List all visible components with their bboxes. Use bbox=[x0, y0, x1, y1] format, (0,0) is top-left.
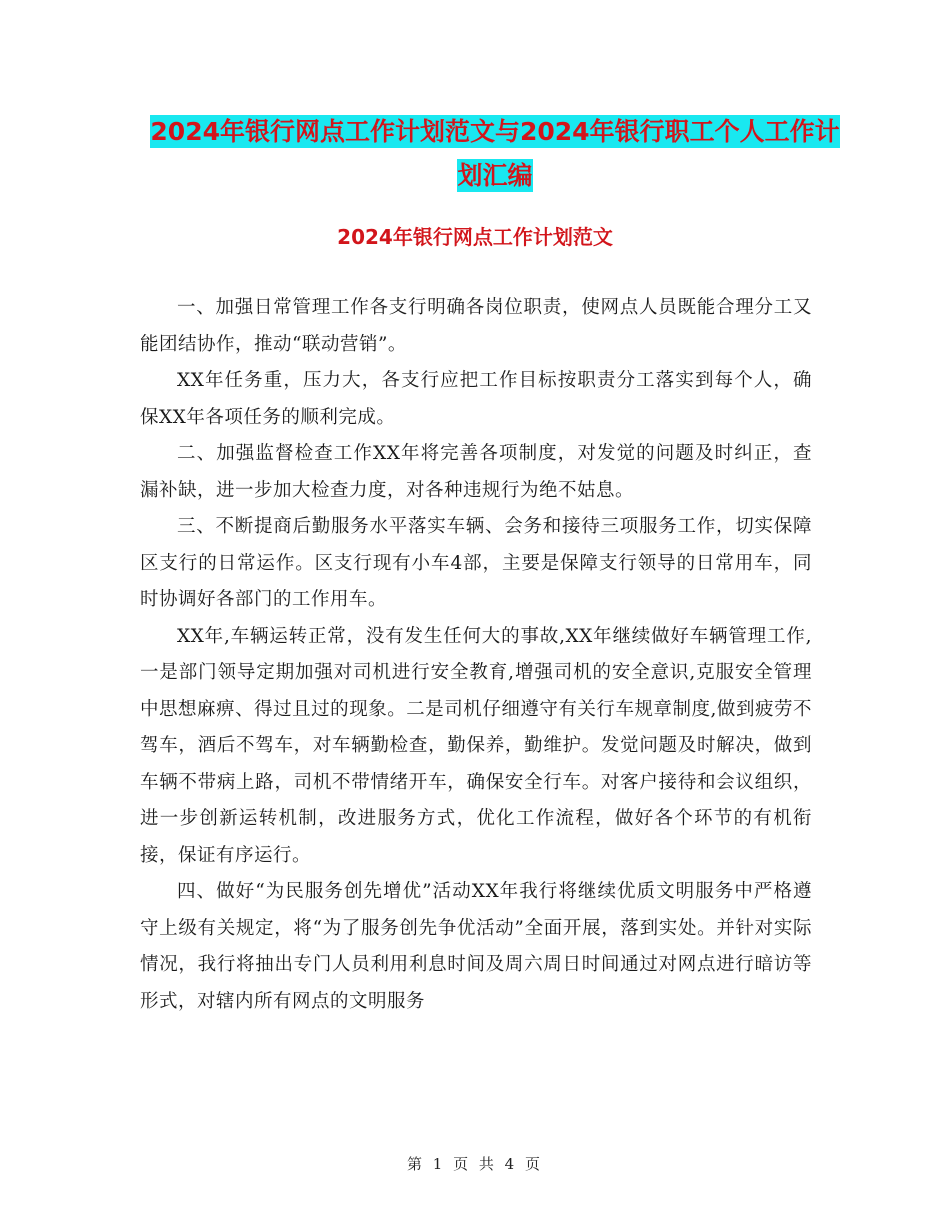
paragraph: 二、加强监督检查工作XX年将完善各项制度，对发觉的问题及时纠正，查漏补缺，进一步加大检查力度，对各种违规行为绝不姑息。 bbox=[140, 443, 812, 501]
document-body bbox=[140, 290, 812, 1020]
paragraph: 三、不断提商后勤服务水平落实车辆、会务和接待三项服务工作，切实保障区支行的日常运作。区支行现有小车4部，主要是保障支行领导的日常用车，同时协调好各部门的工作用车。 bbox=[140, 516, 812, 610]
paragraph: XX年任务重，压力大，各支行应把工作目标按职责分工落实到每个人，确保XX年各项任务的顺利完成。 bbox=[140, 370, 812, 428]
document-title-text: 2024年银行网点工作计划范文与2024年银行职工个人工作计划汇编 bbox=[150, 117, 840, 190]
paragraph: 一、加强日常管理工作各支行明确各岗位职责，使网点人员既能合理分工又能团结协作，推动“联动营销”。 bbox=[140, 297, 812, 355]
paragraph: 四、做好“为民服务创先增优”活动XX年我行将继续优质文明服务中严格遵守上级有关规定，将“为了服务创先争优活动”全面开展，落到实处。并针对实际情况，我行将抽出专门人员利用利息时间及周六周日时间通过对网点进行暗访等形式，对辖内所有网点的文明服务 bbox=[140, 881, 812, 1012]
page-number-footer: 第 1 页 共 4 页 bbox=[407, 1155, 543, 1173]
paragraph: XX年,车辆运转正常，没有发生任何大的事故,XX年继续做好车辆管理工作,一是部门领导定期加强对司机进行安全教育,增强司机的安全意识,克服安全管理中思想麻痹、得过且过的现象。二是司机仔细遵守有关行车规章制度,做到疲劳不驾车，酒后不驾车，对车辆勤检查，勤保养，勤维护。发觉问题及时解决，做到车辆不带病上路，司机不带情绪开车，确保安全行车。对客户接待和会议组织，进一步创新运转机制，改进服务方式，优化工作流程，做好各个环节的有机衔接，保证有序运行。 bbox=[140, 625, 812, 866]
document-title bbox=[140, 110, 850, 198]
section-title: 2024年银行网点工作计划范文 bbox=[337, 225, 613, 249]
